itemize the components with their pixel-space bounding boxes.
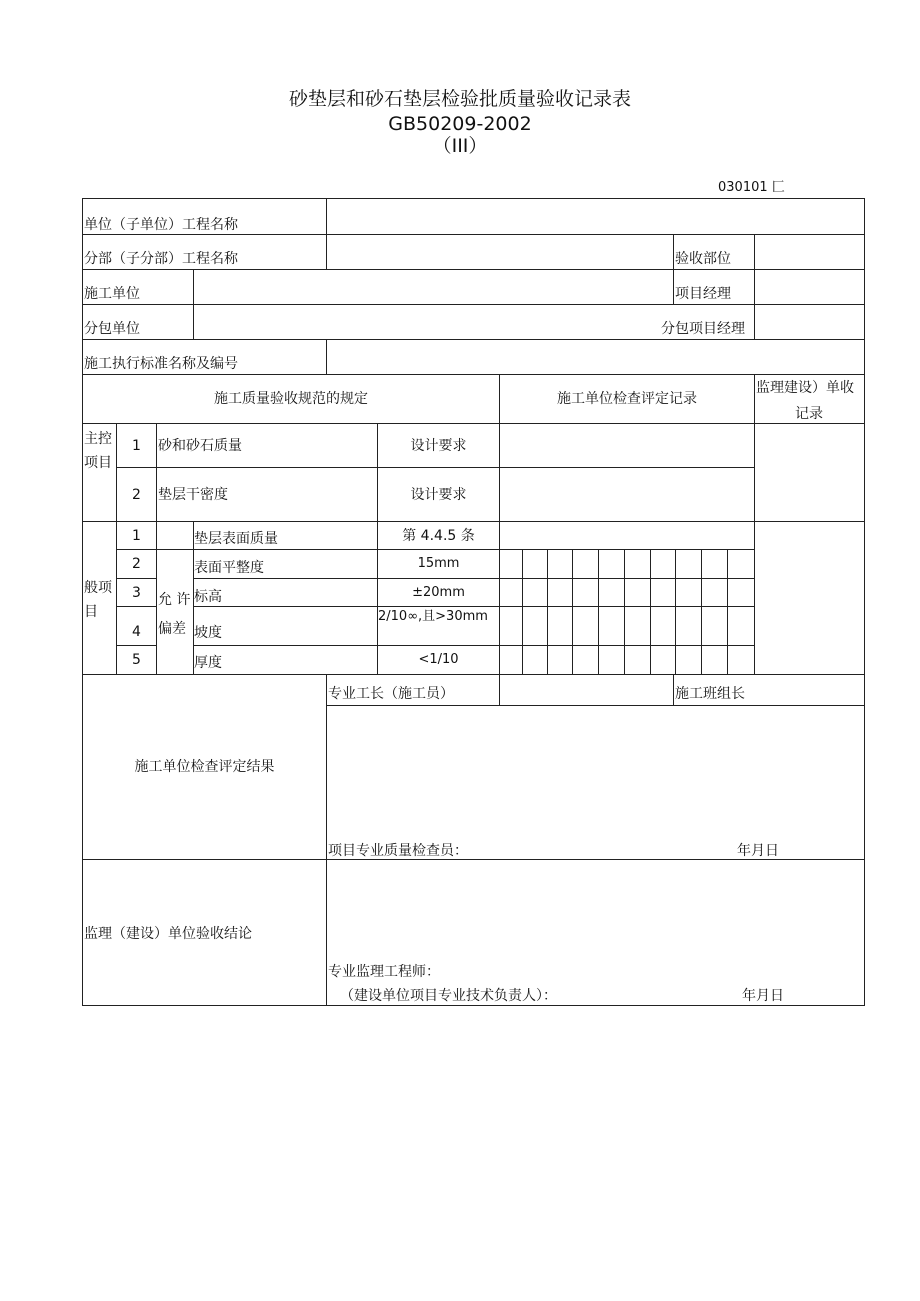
row-number: 3 [132, 584, 141, 601]
spec-column-header: 施工质量验收规范的规定 [214, 391, 368, 407]
quality-inspector-label: 项目专业质量检查员： [328, 843, 468, 859]
standard-code: GB50209-2002 [388, 113, 532, 135]
supervision-conclusion-label: 监理（建设）单位验收结论 [84, 926, 252, 942]
item-name: 厚度 [194, 655, 222, 671]
subcontract-unit-label: 分包单位 [84, 321, 140, 337]
unit-project-name-label: 单位（子单位）工程名称 [84, 217, 238, 233]
row-number: 5 [132, 652, 141, 668]
main-control-label: 主控 [84, 431, 112, 447]
tolerance-label: 允 许 [158, 592, 191, 608]
date-label: 年月日 [737, 843, 779, 859]
requirement: 设计要求 [410, 486, 467, 503]
date-label-2: 年月日 [742, 988, 784, 1004]
general-items-label-2: 目 [84, 604, 98, 620]
item-name: 垫层干密度 [158, 487, 228, 503]
row-number: 4 [132, 624, 141, 640]
row-number: 1 [132, 437, 141, 454]
requirement: 15mm [417, 556, 460, 571]
construction-result-label: 施工单位检查评定结果 [134, 759, 275, 775]
supervision-engineer-label: 专业监理工程师： [328, 964, 440, 980]
supervision-column-header: 监理建设）单收 [756, 380, 854, 396]
item-name: 砂和砂石质量 [158, 438, 242, 454]
foreman-label: 专业工长（施工员） [328, 686, 454, 702]
owner-tech-label: （建设单位项目专业技术负责人）： [340, 988, 557, 1004]
item-name: 标高 [194, 589, 222, 605]
supervision-column-header-2: 记录 [795, 406, 823, 422]
form-title: 砂垫层和砂石垫层检验批质量验收记录表 [288, 88, 631, 110]
sub-project-name-label: 分部（子分部）工程名称 [84, 251, 238, 267]
construction-unit-label: 施工单位 [84, 286, 140, 302]
acceptance-part-label: 验收部位 [675, 251, 731, 267]
standard-name-label: 施工执行标准名称及编号 [84, 356, 238, 372]
general-items-label: 般项 [84, 580, 112, 596]
item-name: 垫层表面质量 [194, 531, 278, 547]
form-variant: （III） [432, 135, 488, 157]
item-name: 坡度 [194, 625, 222, 641]
requirement: ±20mm [412, 584, 465, 600]
row-number: 1 [132, 527, 141, 544]
tolerance-label-2: 偏差 [158, 621, 186, 637]
subcontract-manager-label: 分包项目经理 [661, 321, 745, 337]
form-code: 030101 匚 [718, 180, 785, 195]
team-leader-label: 施工班组长 [675, 686, 745, 702]
row-number: 2 [132, 556, 141, 572]
requirement: 第 4.4.5 条 [402, 527, 475, 544]
construction-record-column-header: 施工单位检查评定记录 [557, 391, 697, 407]
requirement: 设计要求 [410, 437, 467, 454]
item-name: 表面平整度 [194, 560, 264, 576]
project-manager-label: 项目经理 [675, 286, 731, 302]
requirement: <1/10 [418, 652, 459, 667]
row-number: 2 [132, 486, 141, 503]
requirement: 2/10∞,且>30mm [378, 609, 488, 624]
main-control-label-2: 项目 [84, 455, 112, 471]
